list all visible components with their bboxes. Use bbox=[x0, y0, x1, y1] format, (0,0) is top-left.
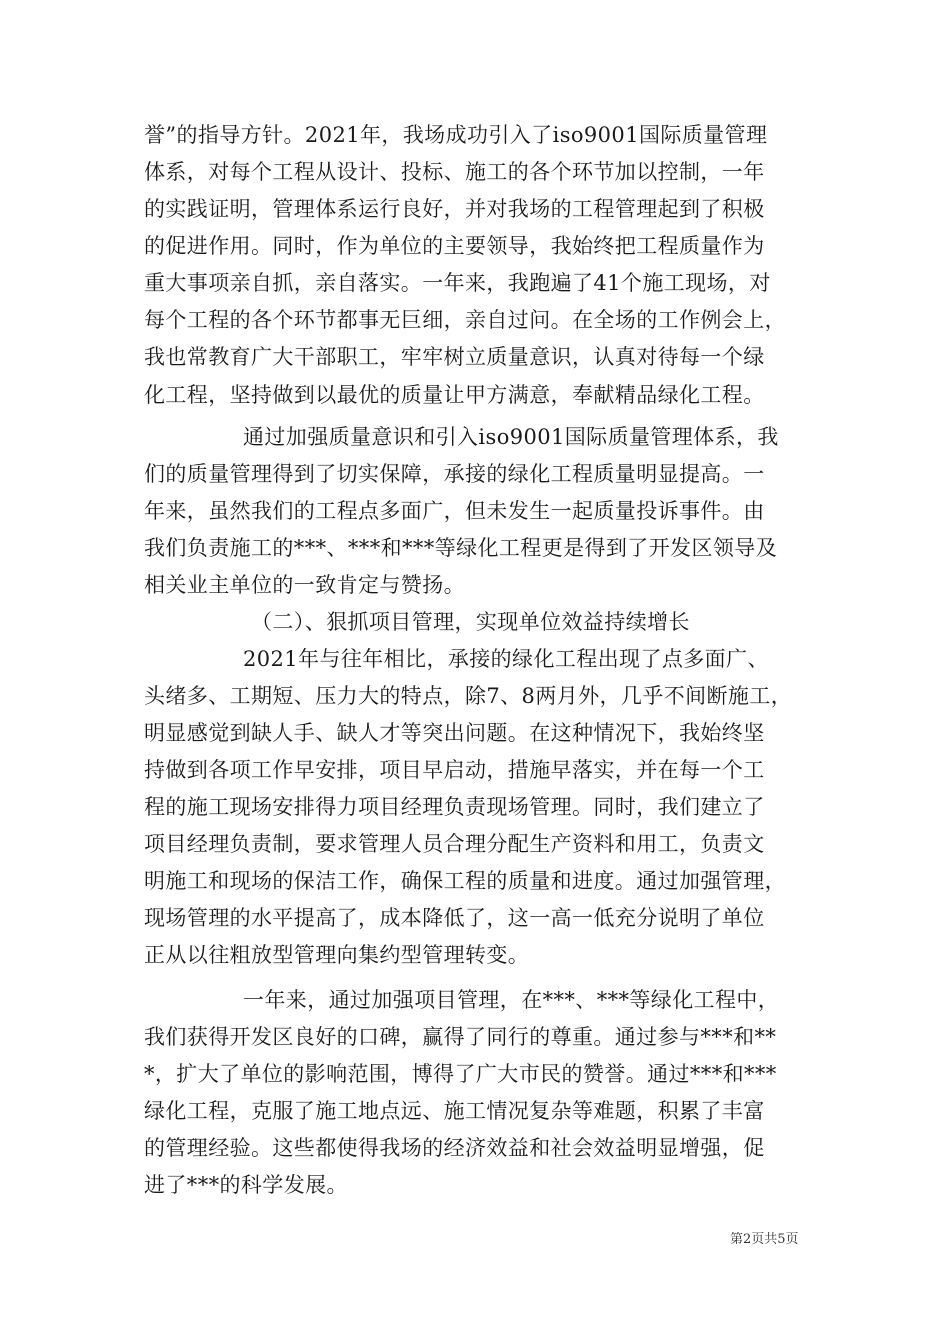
paragraph-first-line: 2021年与往年相比，承接的绿化工程出现了点多面广、 bbox=[243, 647, 769, 671]
page-number: 第2页共5页 bbox=[730, 1232, 799, 1247]
paragraph-line: 头绪多、工期短、压力大的特点，除7、8两月外，几乎不间断施工， bbox=[144, 684, 793, 708]
paragraph-line: 正从以往粗放型管理向集约型管理转变。 bbox=[144, 943, 530, 967]
paragraph-line: 明施工和现场的保洁工作，确保工程的质量和进度。通过加强管理， bbox=[144, 869, 786, 893]
paragraph-line: 现场管理的水平提高了，成本降低了，这一高一低充分说明了单位 bbox=[144, 906, 765, 930]
paragraph-line: 的实践证明，管理体系运行良好，并对我场的工程管理起到了积极 bbox=[144, 197, 765, 221]
paragraph-line: 持做到各项工作早安排，项目早启动，措施早落实，并在每一个工 bbox=[144, 758, 765, 782]
paragraph-line: 我也常教育广大干部职工，牢牢树立质量意识，认真对待每一个绿 bbox=[144, 345, 765, 369]
paragraph-line: 每个工程的各个环节都事无巨细，亲自过问。在全场的工作例会上， bbox=[144, 308, 786, 332]
paragraph-line: 我们负责施工的***、***和***等绿化工程更是得到了开发区领导及 bbox=[144, 536, 778, 560]
paragraph-line: 的管理经验。这些都使得我场的经济效益和社会效益明显增强，促 bbox=[144, 1136, 765, 1160]
paragraph-line: 项目经理负责制，要求管理人员合理分配生产资料和用工，负责文 bbox=[144, 832, 765, 856]
paragraph-line: 化工程，坚持做到以最优的质量让甲方满意，奉献精品绿化工程。 bbox=[144, 383, 765, 407]
paragraph-line: 誉”的指导方针。2021年，我场成功引入了iso9001国际质量管理 bbox=[144, 123, 768, 147]
paragraph-first-line: 通过加强质量意识和引入iso9001国际质量管理体系，我 bbox=[243, 425, 779, 449]
paragraph-line: 体系，对每个工程从设计、投标、施工的各个环节加以控制，一年 bbox=[144, 160, 765, 184]
section-heading: （二）、狠抓项目管理，实现单位效益持续增长 bbox=[251, 610, 690, 634]
paragraph-line: 进了***的科学发展。 bbox=[144, 1173, 348, 1197]
paragraph-line: 绿化工程，克服了施工地点远、施工情况复杂等难题，积累了丰富 bbox=[144, 1099, 765, 1123]
paragraph-line: 相关业主单位的一致肯定与赞扬。 bbox=[144, 573, 465, 597]
paragraph-line: 明显感觉到缺人手、缺人才等突出问题。在这种情况下，我始终坚 bbox=[144, 721, 765, 745]
paragraph-first-line: 一年来，通过加强项目管理，在***、***等绿化工程中， bbox=[243, 988, 780, 1012]
paragraph-line: 我们获得开发区良好的口碑，赢得了同行的尊重。通过参与***和** bbox=[144, 1025, 777, 1049]
paragraph-line: 年来，虽然我们的工程点多面广，但未发生一起质量投诉事件。由 bbox=[144, 499, 765, 523]
paragraph-line: 程的施工现场安排得力项目经理负责现场管理。同时，我们建立了 bbox=[144, 795, 765, 819]
paragraph-line: 重大事项亲自抓，亲自落实。一年来，我跑遍了41个施工现场，对 bbox=[144, 271, 771, 295]
paragraph-line: 们的质量管理得到了切实保障，承接的绿化工程质量明显提高。一 bbox=[144, 462, 765, 486]
paragraph-line: 的促进作用。同时，作为单位的主要领导，我始终把工程质量作为 bbox=[144, 234, 765, 258]
paragraph-line: *，扩大了单位的影响范围，博得了广大市民的赞誉。通过***和*** bbox=[144, 1062, 777, 1086]
